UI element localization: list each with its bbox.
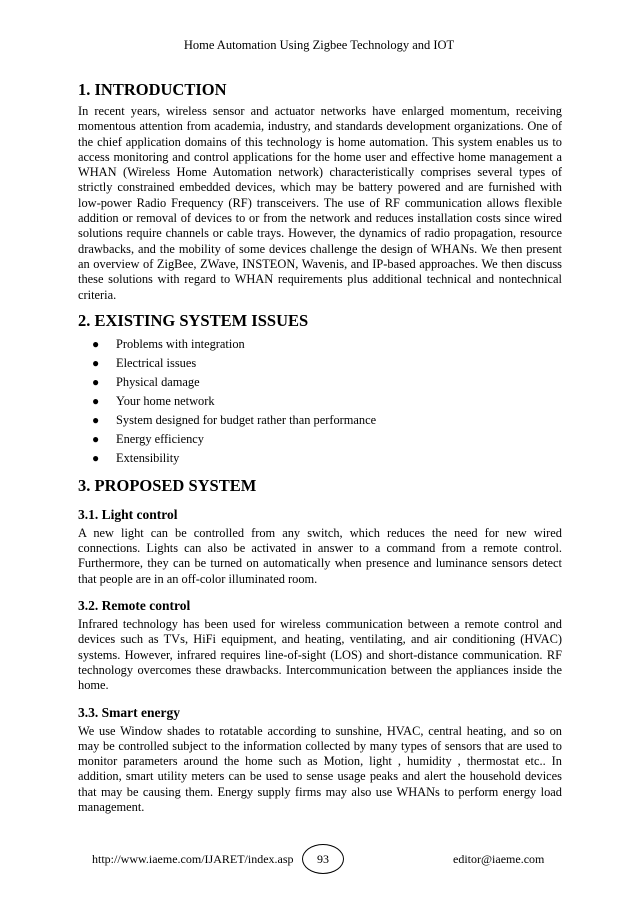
page-content	[78, 74, 562, 815]
bullet-icon: ●	[92, 374, 100, 389]
bullet-icon: ●	[92, 336, 100, 351]
list-item	[78, 392, 562, 411]
section-heading-introduction: 1. INTRODUCTION	[78, 80, 227, 99]
subsection-heading-light-control: 3.1. Light control	[78, 506, 178, 522]
footer-email-link[interactable]: editor@iaeme.com	[453, 852, 545, 866]
smart-energy-paragraph: We use Window shades to rotatable according to sunshine, HVAC, central heating, and so on may be controlled subject to the information collected by many types of sensors that are used to monitor parameters around the home such as Motion, light , humidity , thermostat etc.. In addition, smart utility meters can be used to sense usage peaks and alert the household devices that may be causing them. Energy supply firms may also use WHANs to perform energy load management.	[78, 723, 562, 815]
list-item-text: Your home network	[116, 393, 215, 408]
list-item-text: Energy efficiency	[116, 431, 204, 446]
list-item	[78, 430, 562, 449]
introduction-paragraph: In recent years, wireless sensor and actuator networks have enlarged momentum, receiving momentous attention from academia, industry, and standards development organizations. One of the chief application domains of this technology is home automation. This system enables us to access monitoring and control applications for the home user and effective home management a WHAN (Wireless Home Automation network) characteristically comprises several types of strictly constrained embedded devices, which may be battery powered and are furnished with low-power Radio Frequency (RF) transceivers. The use of RF communication allows flexible addition or removal of devices to or from the network and reduces installation costs since wired solutions require channels or cable trays. However, the dynamics of radio propagation, resource drawbacks, and the mobility of some devices challenge the design of WHANs. We then present an overview of ZigBee, ZWave, INSTEON, Wavenis, and IP-based approaches. We then discuss these solutions with regard to WHAN requirements plus additional technical and nontechnical criteria.	[78, 104, 562, 302]
bullet-icon: ●	[92, 431, 100, 446]
section-heading-proposed-system: 3. PROPOSED SYSTEM	[78, 475, 257, 495]
bullet-icon: ●	[92, 412, 100, 427]
list-item	[78, 411, 562, 430]
list-item-text: Electrical issues	[116, 355, 197, 370]
list-item-text: Problems with integration	[116, 336, 245, 351]
bullet-icon: ●	[92, 355, 100, 370]
bullet-icon: ●	[92, 393, 100, 408]
list-item	[78, 373, 562, 392]
list-item-text: System designed for budget rather than performance	[116, 412, 377, 427]
light-control-paragraph: A new light can be controlled from any switch, which reduces the need for new wired connections. Lights can also be activated in answer to a command from a remote control. Furthermore, they can be turned on automatically when presence and luminance sensors detect that people are in an off-color illuminated room.	[78, 525, 562, 586]
subsection-heading-remote-control: 3.2. Remote control	[78, 598, 191, 614]
page-footer	[0, 844, 638, 874]
running-header: Home Automation Using Zigbee Technology and IOT	[183, 38, 455, 52]
list-item-text: Extensibility	[116, 450, 180, 465]
section-heading-existing-issues: 2. EXISTING SYSTEM ISSUES	[78, 310, 309, 330]
list-item	[78, 335, 562, 354]
footer-url-link[interactable]: http://www.iaeme.com/IJARET/index.asp	[92, 852, 294, 866]
list-item-text: Physical damage	[116, 374, 200, 389]
list-item	[78, 449, 562, 468]
list-item	[78, 354, 562, 373]
page-number: 93	[302, 844, 344, 874]
subsection-heading-smart-energy: 3.3. Smart energy	[78, 704, 180, 720]
issues-list	[78, 335, 562, 468]
bullet-icon: ●	[92, 450, 100, 465]
remote-control-paragraph: Infrared technology has been used for wireless communication between a remote control and devices such as TVs, HiFi equipment, and heating, ventilating, and air conditioning (HVAC) systems. However, infrared requires line-of-sight (LOS) and short-distance communication. RF technology overcomes these drawbacks. Intercommunication between the appliances inside the home.	[78, 617, 562, 693]
